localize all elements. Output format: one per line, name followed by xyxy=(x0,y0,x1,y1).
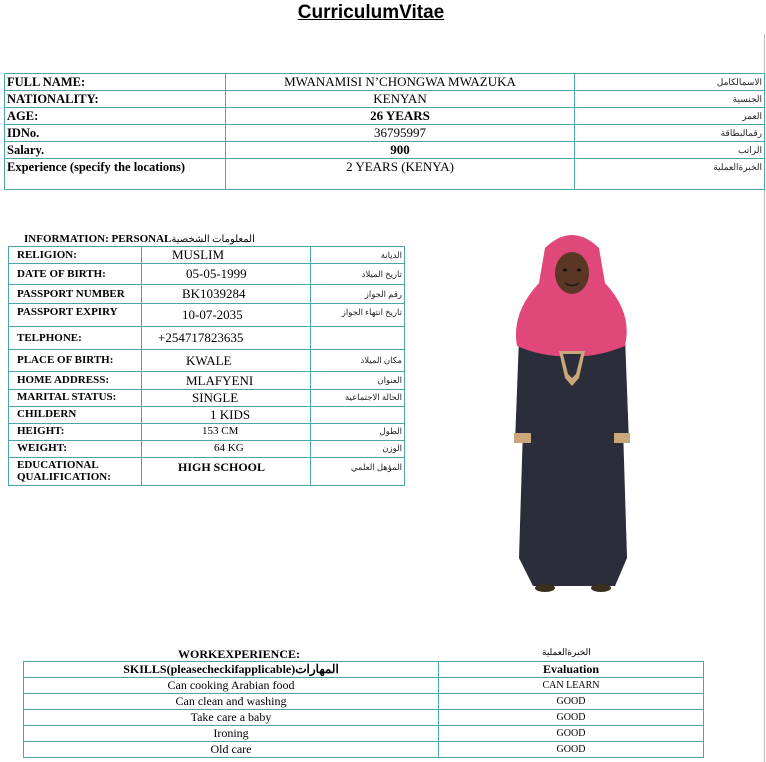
field-value: 36795997 xyxy=(226,125,575,142)
field-value: BK1039284 xyxy=(142,285,311,304)
summary-row xyxy=(5,125,765,142)
table-row xyxy=(9,390,405,407)
field-label-arabic: الخبرةالعملية xyxy=(575,159,765,190)
skill-cell: Can clean and washing xyxy=(24,694,439,710)
field-value: 10-07-2035 xyxy=(142,304,311,327)
skills-table xyxy=(23,661,704,758)
field-label: FULL NAME: xyxy=(5,74,226,91)
table-row xyxy=(9,372,405,390)
evaluation-column-header: Evaluation xyxy=(439,662,704,678)
field-label: PASSPORT EXPIRY xyxy=(9,304,142,327)
field-label-arabic: الاسمالكامل xyxy=(575,74,765,91)
table-row xyxy=(24,726,704,742)
evaluation-cell: CAN LEARN xyxy=(439,678,704,694)
field-label-arabic: الطول xyxy=(311,424,405,441)
summary-row xyxy=(5,108,765,125)
field-value: 1 KIDS xyxy=(142,407,311,424)
table-header-row xyxy=(24,662,704,678)
table-row xyxy=(9,407,405,424)
field-label-arabic: رقم الجواز xyxy=(311,285,405,304)
candidate-photo xyxy=(505,228,640,596)
field-label: TELPHONE: xyxy=(9,327,142,350)
field-value: 64 KG xyxy=(142,441,311,458)
field-label: Experience (specify the locations) xyxy=(5,159,226,190)
personal-info-heading-text: INFORMATION: PERSONAL xyxy=(24,233,172,245)
field-label-arabic: الجنسية xyxy=(575,91,765,108)
field-label: HOME ADDRESS: xyxy=(9,372,142,390)
skill-cell: Ironing xyxy=(24,726,439,742)
field-label: IDNo. xyxy=(5,125,226,142)
table-row xyxy=(9,264,405,285)
table-row xyxy=(9,247,405,264)
field-label: RELIGION: xyxy=(9,247,142,264)
work-experience-heading: WORKEXPERIENCE: xyxy=(178,647,301,661)
table-row xyxy=(9,327,405,350)
field-value: +254717823635 xyxy=(142,327,311,350)
field-value: SINGLE xyxy=(142,390,311,407)
table-row xyxy=(9,458,405,486)
field-label: MARITAL STATUS: xyxy=(9,390,142,407)
field-value: 153 CM xyxy=(142,424,311,441)
field-label-arabic: رقمالبطاقة xyxy=(575,125,765,142)
field-label: CHILDERN xyxy=(9,407,142,424)
field-label: WEIGHT: xyxy=(9,441,142,458)
field-value: MLAFYENI xyxy=(142,372,311,390)
table-row xyxy=(9,441,405,458)
summary-row xyxy=(5,142,765,159)
table-row xyxy=(9,424,405,441)
table-row xyxy=(9,285,405,304)
field-value: HIGH SCHOOL xyxy=(142,458,311,486)
evaluation-cell: GOOD xyxy=(439,726,704,742)
field-label-arabic: مكان الميلاد xyxy=(311,350,405,372)
field-label: AGE: xyxy=(5,108,226,125)
field-label-arabic: الحالة الاجتماعية xyxy=(311,390,405,407)
table-row xyxy=(9,350,405,372)
skill-cell: Take care a baby xyxy=(24,710,439,726)
field-value: 2 YEARS (KENYA) xyxy=(226,159,575,190)
summary-row xyxy=(5,74,765,91)
evaluation-cell: GOOD xyxy=(439,710,704,726)
table-row xyxy=(24,710,704,726)
field-label: DATE OF BIRTH: xyxy=(9,264,142,285)
field-value: 900 xyxy=(226,142,575,159)
field-label-arabic: الوزن xyxy=(311,441,405,458)
field-label-arabic xyxy=(311,407,405,424)
field-label-arabic: تاريخ انتهاء الجواز xyxy=(311,304,405,327)
skill-cell: Old care xyxy=(24,742,439,758)
field-label-arabic: العنوان xyxy=(311,372,405,390)
skills-column-header: SKILLS(pleasecheckifapplicable)المهارات xyxy=(24,662,439,678)
summary-row xyxy=(5,159,765,190)
field-label-arabic xyxy=(311,327,405,350)
field-value: KWALE xyxy=(142,350,311,372)
field-value: 05-05-1999 xyxy=(142,264,311,285)
table-row xyxy=(9,304,405,327)
field-label-arabic: المؤهل العلمي xyxy=(311,458,405,486)
evaluation-cell: GOOD xyxy=(439,742,704,758)
field-value: MWANAMISI N’CHONGWA MWAZUKA xyxy=(226,74,575,91)
field-value: MUSLIM xyxy=(142,247,311,264)
table-row xyxy=(24,694,704,710)
personal-info-table xyxy=(8,246,405,486)
field-value: 26 YEARS xyxy=(226,108,575,125)
field-label: PLACE OF BIRTH: xyxy=(9,350,142,372)
work-experience-heading-arabic: الخبرةالعملية xyxy=(542,647,591,657)
field-label-arabic: تاريخ الميلاد xyxy=(311,264,405,285)
personal-info-heading-arabic: المعلومات الشخصية xyxy=(171,234,255,245)
cv-title: CurriculumVitae xyxy=(297,2,445,23)
field-value: KENYAN xyxy=(226,91,575,108)
field-label-arabic: الراتب xyxy=(575,142,765,159)
table-row xyxy=(24,678,704,694)
field-label: Salary. xyxy=(5,142,226,159)
field-label-arabic: العمر xyxy=(575,108,765,125)
field-label-arabic: الديانة xyxy=(311,247,405,264)
field-label: PASSPORT NUMBER xyxy=(9,285,142,304)
personal-info-heading xyxy=(24,233,255,245)
summary-table xyxy=(4,73,765,190)
field-label: EDUCATIONAL QUALIFICATION: xyxy=(9,458,142,486)
evaluation-cell: GOOD xyxy=(439,694,704,710)
skill-cell: Can cooking Arabian food xyxy=(24,678,439,694)
table-row xyxy=(24,742,704,758)
summary-row xyxy=(5,91,765,108)
field-label: HEIGHT: xyxy=(9,424,142,441)
field-label: NATIONALITY: xyxy=(5,91,226,108)
